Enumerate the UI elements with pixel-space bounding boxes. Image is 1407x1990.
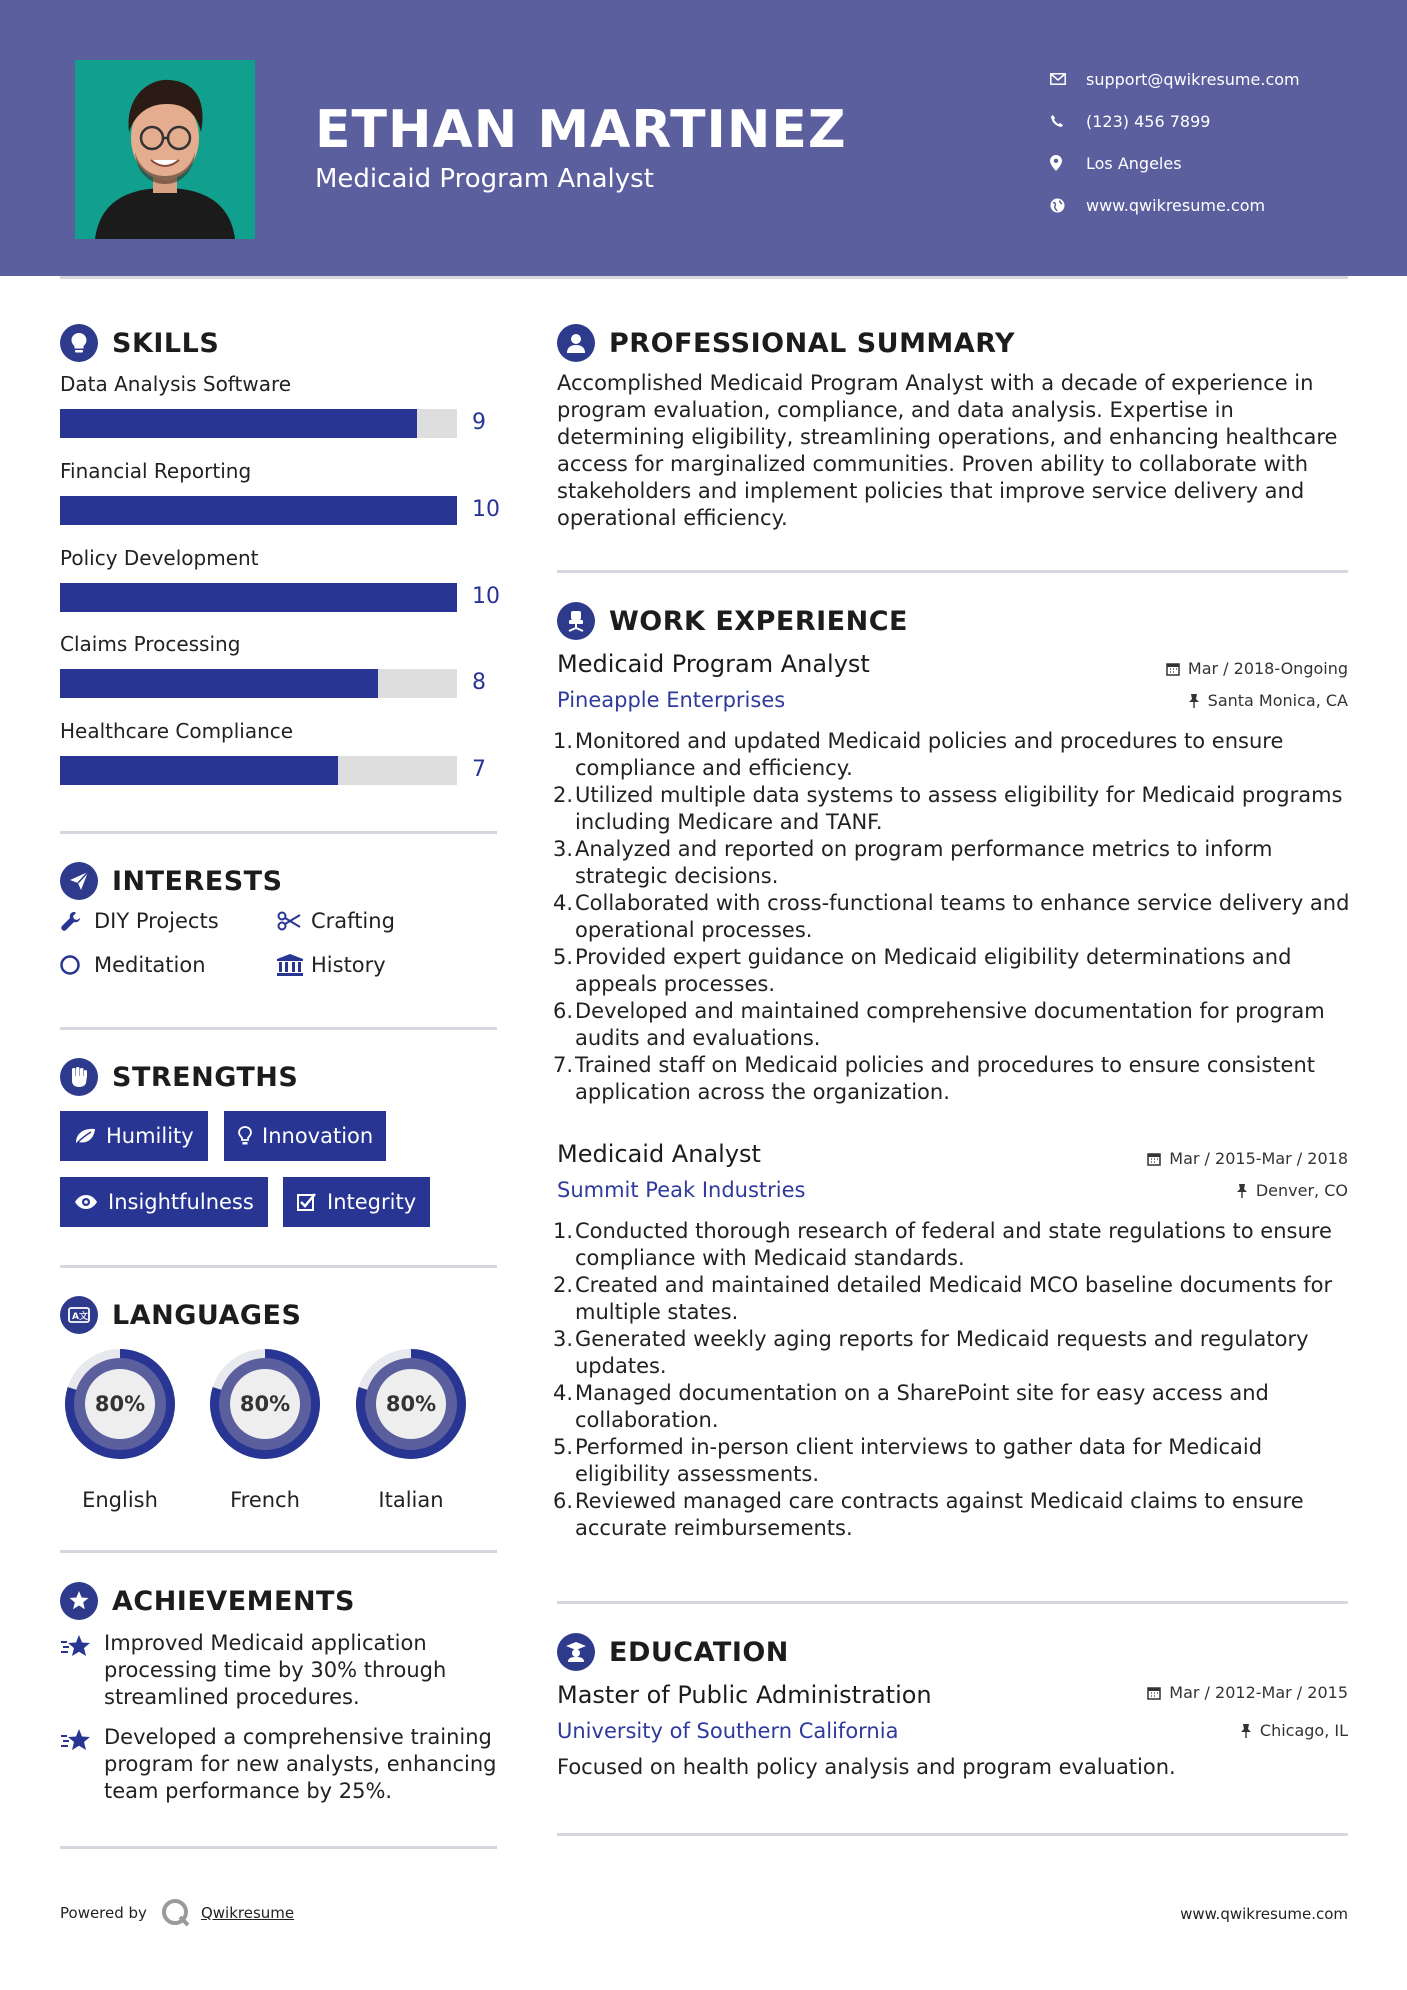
list-item: 5. Provided expert guidance on Medicaid eligibility determinations and appeals processes. [553, 945, 1292, 996]
section-divider [557, 1833, 1348, 1836]
list-item: 5. Performed in-person client interviews to gather data for Medicaid eligibility assessments. [553, 1435, 1263, 1486]
paper-plane-icon [60, 862, 98, 900]
contact-block [1050, 58, 1300, 226]
job-dates: Mar / 2018-Ongoing [1166, 659, 1348, 678]
language-ring [58, 1342, 182, 1466]
strength-badge: Integrity [283, 1177, 430, 1227]
candidate-name: ETHAN MARTINEZ [315, 100, 847, 160]
list-item: 7. Trained staff on Medicaid policies and procedures to ensure consistent application across the organization. [553, 1053, 1316, 1104]
experience-heading: WORK EXPERIENCE [557, 602, 908, 640]
job-company: Summit Peak Industries [557, 1178, 806, 1202]
language-icon [60, 1296, 98, 1334]
section-divider [557, 1601, 1348, 1604]
achievement-item: Improved Medicaid application processing time by 30% through streamlined procedures. [60, 1630, 500, 1711]
qwikresume-logo-icon [161, 1898, 191, 1928]
pushpin-icon [1236, 1183, 1248, 1199]
language-name: Italian [378, 1488, 444, 1512]
language-ring [349, 1342, 473, 1466]
achievement-item: Developed a comprehensive training program for new analysts, enhancing team performance by 25%. [60, 1724, 500, 1805]
section-divider [557, 570, 1348, 573]
language-item [58, 1342, 182, 1512]
skill-value: 10 [472, 497, 500, 522]
header-divider [60, 276, 1348, 279]
scissors-icon [277, 911, 311, 931]
checkbox-icon [297, 1192, 317, 1212]
job-dates: Mar / 2015-Mar / 2018 [1147, 1149, 1348, 1168]
wrench-icon [60, 910, 94, 932]
education-dates: Mar / 2012-Mar / 2015 [1147, 1683, 1348, 1702]
list-item: 3. Generated weekly aging reports for Medicaid requests and regulatory updates. [553, 1327, 1309, 1378]
skill-bar [60, 496, 457, 525]
language-ring [203, 1342, 327, 1466]
calendar-icon [1147, 1152, 1161, 1166]
list-item: 2. Utilized multiple data systems to assess eligibility for Medicaid programs including Medicare and TANF. [553, 783, 1343, 834]
skill-bar-fill [60, 583, 457, 612]
skill-bar-fill [60, 756, 338, 785]
header [0, 0, 1407, 276]
job-title: Medicaid Analyst [557, 1140, 761, 1168]
circle-icon [60, 954, 94, 976]
summary-text: Accomplished Medicaid Program Analyst with a decade of experience in program evaluation, compliance, and data analysis. Expertise in determining eligibility, streamlining operations, and enhancing healthcare access for marginalized communities. Proven ability to collaborate with stakeholders and implement policies that improve service delivery and operational efficiency. [557, 371, 1338, 530]
language-item [203, 1342, 327, 1512]
section-divider [60, 1027, 497, 1030]
skill-value: 10 [472, 584, 500, 609]
profile-photo [75, 60, 255, 239]
job-responsibilities [553, 1218, 1353, 1542]
language-name: English [82, 1488, 158, 1512]
skill-label: Claims Processing [60, 632, 241, 656]
achievements-heading: ACHIEVEMENTS [60, 1582, 355, 1620]
language-percent: 80% [94, 1392, 146, 1416]
qwikresume-link[interactable]: Qwikresume [200, 1904, 295, 1922]
list-item: 2. Created and maintained detailed Medicaid MCO baseline documents for multiple states. [553, 1273, 1333, 1324]
list-item: 6. Reviewed managed care contracts against Medicaid claims to ensure accurate reimbursements. [553, 1489, 1304, 1540]
job-responsibilities [553, 728, 1353, 1106]
interest-item: Crafting [277, 909, 395, 933]
interest-item: History [277, 953, 386, 977]
job-location: Denver, CO [1236, 1181, 1348, 1200]
language-name: French [230, 1488, 300, 1512]
strengths-heading: STRENGTHS [60, 1058, 298, 1096]
footer-website[interactable]: www.qwikresume.com [1180, 1905, 1348, 1923]
section-divider [60, 831, 497, 834]
lightbulb-icon [60, 324, 98, 362]
skill-bar [60, 583, 457, 612]
skill-value: 7 [472, 757, 486, 782]
contact-email[interactable]: support@qwikresume.com [1050, 58, 1300, 100]
strength-badge: Innovation [224, 1111, 386, 1161]
skill-label: Healthcare Compliance [60, 719, 294, 743]
education-heading: EDUCATION [557, 1633, 789, 1671]
skill-label: Policy Development [60, 546, 259, 570]
star-badge-icon [60, 1582, 98, 1620]
languages-heading: A文 LANGUAGES [60, 1296, 301, 1334]
list-item: 1. Monitored and updated Medicaid policies and procedures to ensure compliance and efficiency. [553, 729, 1284, 780]
education-description: Focused on health policy analysis and program evaluation. [557, 1755, 1176, 1779]
list-item: 4. Collaborated with cross-functional teams to enhance service delivery and operational processes. [553, 891, 1350, 942]
skill-bar [60, 756, 457, 785]
contact-location: Los Angeles [1050, 142, 1300, 184]
footer-branding [60, 1898, 294, 1928]
skill-label: Financial Reporting [60, 459, 252, 483]
summary-heading: PROFESSIONAL SUMMARY [557, 324, 1015, 362]
lightbulb-icon [238, 1126, 252, 1146]
degree-title: Master of Public Administration [557, 1681, 932, 1709]
skill-value: 9 [472, 410, 486, 435]
job-company: Pineapple Enterprises [557, 688, 786, 712]
svg-text:A文: A文 [72, 1312, 88, 1322]
list-item: 6. Developed and maintained comprehensive documentation for program audits and evaluations. [553, 999, 1325, 1050]
candidate-title: Medicaid Program Analyst [315, 164, 654, 194]
interest-item: DIY Projects [60, 909, 219, 933]
powered-by-label: Powered by [60, 1904, 147, 1922]
list-item: 3. Analyzed and reported on program performance metrics to inform strategic decisions. [553, 837, 1273, 888]
map-pin-icon [1050, 155, 1086, 171]
skill-bar [60, 409, 457, 438]
language-percent: 80% [385, 1392, 437, 1416]
skill-bar-fill [60, 496, 457, 525]
globe-icon [1050, 198, 1086, 213]
section-divider [60, 1846, 497, 1849]
leaf-icon [74, 1127, 96, 1145]
calendar-icon [1166, 662, 1180, 676]
graduate-icon [557, 1633, 595, 1671]
school-name: University of Southern California [557, 1719, 899, 1743]
interests-heading: INTERESTS [60, 862, 283, 900]
user-icon [557, 324, 595, 362]
strength-badge: Humility [60, 1111, 208, 1161]
eye-icon [74, 1194, 98, 1210]
contact-phone[interactable]: (123) 456 7899 [1050, 100, 1300, 142]
pushpin-icon [1240, 1723, 1252, 1739]
pushpin-icon [1188, 693, 1200, 709]
star-icon [60, 1724, 104, 1805]
section-divider [60, 1550, 497, 1553]
skill-bar-fill [60, 409, 417, 438]
skill-value: 8 [472, 670, 486, 695]
language-percent: 80% [239, 1392, 291, 1416]
education-location: Chicago, IL [1240, 1721, 1348, 1740]
language-item [349, 1342, 473, 1512]
strength-badge: Insightfulness [60, 1177, 268, 1227]
contact-website[interactable]: www.qwikresume.com [1050, 184, 1300, 226]
interest-item: Meditation [60, 953, 206, 977]
job-location: Santa Monica, CA [1188, 691, 1348, 710]
list-item: 1. Conducted thorough research of federal and state regulations to ensure compliance with Medicaid standards. [553, 1219, 1332, 1270]
star-icon [60, 1630, 104, 1711]
skill-label: Data Analysis Software [60, 372, 292, 396]
section-divider [60, 1265, 497, 1268]
list-item: 4. Managed documentation on a SharePoint site for easy access and collaboration. [553, 1381, 1269, 1432]
phone-icon [1050, 114, 1086, 128]
skill-bar-fill [60, 669, 378, 698]
museum-icon [277, 954, 311, 976]
skill-bar [60, 669, 457, 698]
office-chair-icon [557, 602, 595, 640]
skills-heading: SKILLS [60, 324, 219, 362]
job-title: Medicaid Program Analyst [557, 650, 870, 678]
calendar-icon [1147, 1686, 1161, 1700]
fist-icon [60, 1058, 98, 1096]
envelope-icon [1050, 73, 1086, 85]
